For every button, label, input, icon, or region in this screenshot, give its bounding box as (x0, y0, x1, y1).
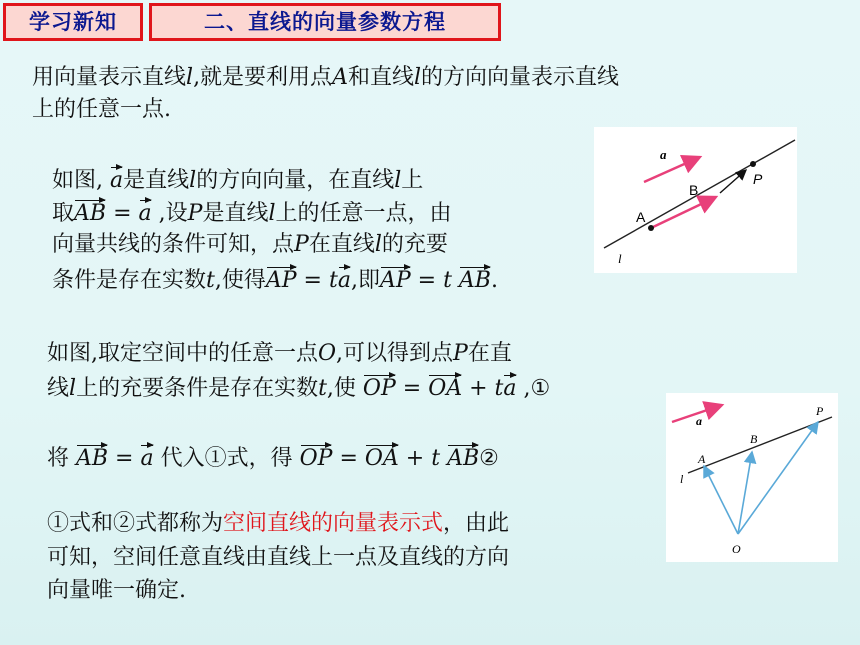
vector-ab-arrow (651, 197, 716, 228)
figure-direction-vector-svg (594, 127, 797, 273)
vector-ob-arrow (738, 452, 752, 534)
tab-learn-new: 学习新知 (3, 3, 143, 41)
figure-position-vector (666, 393, 838, 562)
para2-line-1: 如图,取定空间中的任意一点O,可以得到点P在直 (47, 341, 512, 366)
figure-position-vector-svg (666, 393, 838, 562)
label-l: l (618, 251, 622, 266)
tab-section-title: 二、直线的向量参数方程 (149, 3, 501, 41)
para3-line: 将 AB = a 代入①式，得 OP = OA + t AB② (47, 442, 499, 474)
figure-direction-vector (594, 127, 797, 273)
label-B: B (689, 182, 699, 198)
para1-line-2: 取AB = a ,设P是直线l上的任意一点，由 (52, 197, 452, 229)
point-p (750, 161, 756, 167)
label-a: a (696, 414, 702, 428)
vector-bp-arrow (720, 170, 746, 193)
label-B: B (750, 432, 758, 446)
point-a (648, 225, 654, 231)
intro-line-1: 用向量表示直线l,就是要利用点A和直线l的方向向量表示直线 (32, 65, 620, 90)
para1-line-3: 向量共线的条件可知，点P在直线l的充要 (52, 232, 448, 257)
vector-oa-arrow (704, 466, 738, 534)
highlight-term: 空间直线的向量表示式 (223, 511, 444, 536)
para2-line-2: 线l上的充要条件是存在实数t,使 OP = OA + ta ,① (47, 372, 550, 404)
para4-line-2: 可知，空间任意直线由直线上一点及直线的方向 (47, 545, 510, 570)
label-l: l (680, 472, 684, 486)
para4-line-1: ①式和②式都称为空间直线的向量表示式，由此 (47, 511, 510, 536)
intro-line-2: 上的任意一点. (32, 97, 171, 122)
label-A: A (636, 209, 646, 225)
label-A: A (698, 452, 706, 466)
line-l (688, 417, 832, 473)
label-a: a (660, 147, 667, 162)
label-P: P (816, 404, 824, 418)
para1-line-1: 如图, a是直线l的方向向量，在直线l上 (52, 164, 423, 196)
label-O: O (732, 542, 741, 556)
para4-line-3: 向量唯一确定. (47, 578, 186, 603)
para1-line-4: 条件是存在实数t,使得AP = ta,即AP = t AB. (52, 264, 498, 296)
vector-a-arrow (644, 157, 700, 182)
label-P: P (753, 171, 763, 187)
